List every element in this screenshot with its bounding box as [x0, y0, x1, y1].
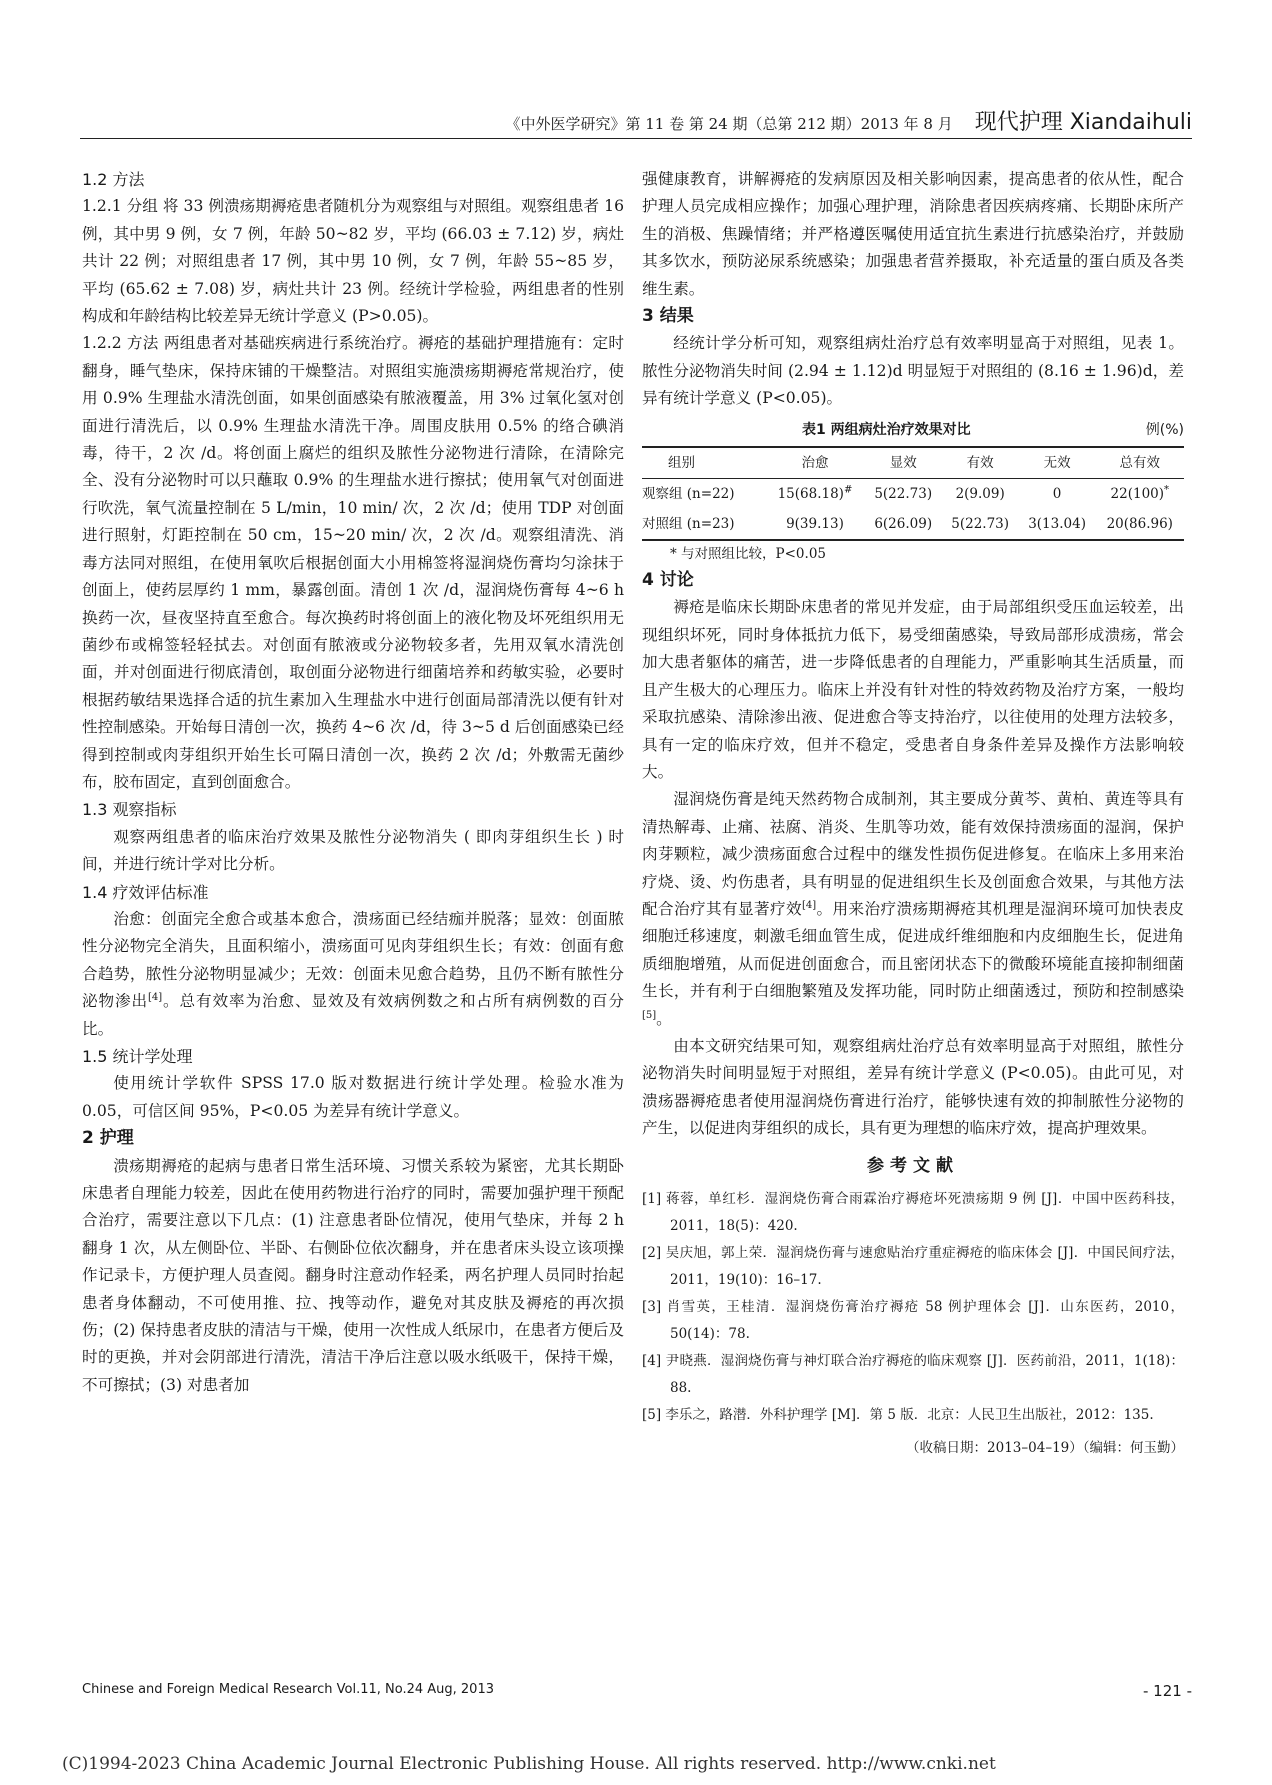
para-4-3: 由本文研究结果可知，观察组病灶治疗总有效率明显高于对照组，脓性分泌物消失时间明显短于对照组，差异有统计学意义 (P<0.05)。由此可见，对溃疡器褥疮患者使用湿润烧伤膏进行治疗，能够快速有效的抑制脓性分泌物的产生，以促进肉芽组织的成长，具有更为理想的临床疗效，提高护理效果。 [642, 1036, 1184, 1138]
heading-1-2: 1.2 方法 [82, 170, 145, 189]
table-note: * 与对照组比较，P<0.05 [670, 546, 826, 563]
table-cell: 5(22.73) [942, 509, 1019, 540]
heading-1-3: 1.3 观察指标 [82, 800, 177, 820]
para-2-cont: 强健康教育，讲解褥疮的发病原因及相关影响因素，提高患者的依从性，配合护理人员完成相应操作；加强心理护理，消除患者因疾病疼痛、长期卧床所产生的消极、焦躁情绪；并严格遵医嘱使用适宜抗生素进行抗感染治疗，并鼓励其多饮水，预防泌尿系统感染；加强患者营养摄取，补充适量的蛋白质及各类维生素。 [642, 170, 1184, 298]
para-3: 经统计学分析可知，观察组病灶治疗总有效率明显高于对照组，见表 1。脓性分泌物消失时间 (2.94 ± 1.12)d 明显短于对照组的 (8.16 ± 1.96)d，差异有统计学意义 (P<0.05)。 [642, 334, 1184, 408]
reference-item: [3] 肖雪英，王桂清．湿润烧伤膏治疗褥疮 58 例护理体会 [J]．山东医药，2010，50(14)：78. [642, 1299, 1184, 1342]
sig-mark: * [1164, 484, 1170, 496]
right-column [642, 166, 1184, 1461]
table-title: 表1 两组病灶治疗效果对比 [802, 421, 971, 438]
para-1-5: 使用统计学软件 SPSS 17.0 版对数据进行统计学处理。检验水准为 0.05，可信区间 95%，P<0.05 为差异有统计学意义。 [82, 1074, 624, 1120]
table-cell: 20(86.96) [1096, 509, 1184, 540]
table-cell: 对照组 (n=23) [642, 509, 765, 540]
reference-item: [5] 李乐之，路潜．外科护理学 [M]．第 5 版．北京：人民卫生出版社，2012：135. [642, 1407, 1154, 1423]
journal-citation: 《中外医学研究》第 11 卷 第 24 期（总第 212 期）2013 年 8 月 [505, 115, 953, 133]
citation-5: [5] [642, 1009, 657, 1021]
cell-value: 22(100) [1110, 486, 1165, 503]
sig-mark: # [843, 484, 853, 496]
reference-item: [2] 吴庆旭，郭上荣．湿润烧伤膏与速愈贴治疗重症褥疮的临床体会 [J]．中国民间疗法，2011，19(10)：16–17. [642, 1245, 1184, 1288]
table-row [642, 479, 1184, 510]
heading-3: 3 结果 [642, 306, 694, 327]
table-cell: 观察组 (n=22) [642, 486, 735, 503]
copyright-notice: (C)1994-2023 China Academic Journal Electronic Publishing House. All rights reserved. http://www.cnki.net [62, 1754, 996, 1774]
para-4-2-text-b: 。用来治疗溃疡期褥疮其机理是湿润环境可加快表皮细胞迁移速度，刺激毛细血管生成，促进成纤维细胞和内皮细胞生长，促进角质细胞增殖，从而促进创面愈合，而且密闭状态下的微酸环境能直接抑制细菌生长，并有利于白细胞繁殖及发挥功能，同时防止细菌透过，预防和控制感染 [642, 899, 1184, 1001]
para-1-4-text-b: 。总有效率为治愈、显效及有效病例数之和占所有病例数的百分比。 [82, 992, 624, 1038]
para-4-2-text: 湿润烧伤膏是纯天然药物合成制剂，其主要成分黄芩、黄柏、黄连等具有清热解毒、止痛、祛腐、消炎、生肌等功效，能有效保持溃疡面的湿润，保护肉芽颗粒，减少溃疡面愈合过程中的继发性损伤促进修复。在临床上多用来治疗烧、烫、灼伤患者，具有明显的促进组织生长及创面愈合效果，与其他方法配合治疗其有显著疗效 [642, 790, 1184, 918]
table-caption [642, 417, 1184, 444]
para-4-2 [642, 786, 1184, 1033]
table-cell: 9(39.13) [765, 509, 865, 540]
col-header: 组别 [642, 447, 765, 479]
reference-item: [1] 蒋蓉，单红杉．湿润烧伤膏合雨霖治疗褥疮坏死溃疡期 9 例 [J]．中国中医药科技，2011，18(5)：420. [642, 1191, 1184, 1234]
page-footer [82, 1682, 1192, 1700]
col-header: 有效 [942, 447, 1019, 479]
table-cell [765, 479, 865, 510]
para-1-4-text: 治愈：创面完全愈合或基本愈合，溃疡面已经结痂并脱落；显效：创面脓性分泌物完全消失，且面积缩小，溃疡面可见肉芽组织生长；有效：创面有愈合趋势，脓性分泌物明显减少；无效：创面未见愈合趋势，且仍不断有脓性分泌物渗出 [82, 909, 624, 1011]
table-row [642, 509, 1184, 540]
footer-journal: Chinese and Foreign Medical Research Vol.11, No.24 Aug, 2013 [82, 1682, 494, 1697]
table-unit: 例(%) [1145, 421, 1184, 438]
col-header: 治愈 [765, 447, 865, 479]
received-date: （收稿日期：2013–04–19）（编辑：何玉勤） [906, 1440, 1184, 1456]
results-table [642, 446, 1184, 541]
page-number: - 121 - [1143, 1682, 1192, 1700]
table-cell: 2(9.09) [955, 486, 1005, 503]
running-header [80, 104, 1192, 139]
citation-4: [4] [801, 899, 817, 911]
col-header: 显效 [865, 447, 942, 479]
table-cell: 6(26.09) [865, 509, 942, 540]
heading-4: 4 讨论 [642, 570, 694, 591]
left-column [82, 166, 624, 1399]
reference-item: [4] 尹晓燕．湿润烧伤膏与神灯联合治疗褥疮的临床观察 [J]．医药前沿，2011，1(18)：88. [642, 1353, 1184, 1396]
para-1-2-2: 1.2.2 方法 两组患者对基础疾病进行系统治疗。褥疮的基础护理措施有：定时翻身，睡气垫床，保持床铺的干燥整洁。对照组实施溃疡期褥疮常规治疗，使用 0.9% 生理盐水清洗创面，如果创面感染有脓液覆盖，用 3% 过氧化氢对创面进行清洗后，以 0.9% 生理盐水清洗干净。周围皮肤用 0.5% 的络合碘消毒，待干，2 次 /d。将创面上腐烂的组织及脓性分泌物进行清除，在清除完全、没有分泌物时可以只蘸取 0.9% 的生理盐水进行擦拭；使用氧气对创面进行吹洗，氧气流量控制在 5 L/min，10 min/ 次，2 次 /d；使用 TDP 对创面进行照射，灯距控制在 50 cm，15~20 min/ 次，2 次 /d。观察组清洗、消毒方法同对照组，在使用氧吹后根据创面大小用棉签将湿润烧伤膏均匀涂抹于创面上，使药层厚约 1 mm，暴露创面。清创 1 次 /d，湿润烧伤膏每 4~6 h 换药一次，昼夜坚持直至愈合。每次换药时将创面上的液化物及坏死组织用无菌纱布或棉签轻轻拭去。对创面有脓液或分泌物较多者，先用双氧水清洗创面，并对创面进行彻底清创，取创面分泌物进行细菌培养和药敏实验，必要时根据药敏结果选择合适的抗生素加入生理盐水中进行创面局部清洗以便有针对性控制感染。开始每日清创一次，换药 4~6 次 /d，待 3~5 d 后创面感染已经得到控制或肉芽组织开始生长可隔日清创一次，换药 2 次 /d；外敷需无菌纱布，胶布固定，直到创面愈合。 [82, 334, 624, 791]
heading-1-5: 1.5 统计学处理 [82, 1047, 193, 1066]
col-header: 总有效 [1096, 447, 1184, 479]
references-heading: 参考文献 [867, 1155, 959, 1176]
para-1-3: 观察两组患者的临床治疗效果及脓性分泌物消失 ( 即肉芽组织生长 ) 时间，并进行统计学对比分析。 [82, 827, 624, 874]
table-cell: 5(22.73) [874, 486, 933, 503]
para-1-2-1: 1.2.1 分组 将 33 例溃疡期褥疮患者随机分为观察组与对照组。观察组患者 16 例，其中男 9 例，女 7 例，年龄 50~82 岁，平均 (66.03 ± 7.12) 岁，病灶共计 22 例；对照组患者 17 例，其中男 10 例，女 7 例，年龄 55~85 岁，平均 (65.62 ± 7.08) 岁，病灶共计 23 例。经统计学检验，两组患者的性别构成和年龄结构比较差异无统计学意义 (P>0.05)。 [82, 197, 624, 326]
para-2: 溃疡期褥疮的起病与患者日常生活环境、习惯关系较为紧密，尤其长期卧床患者自理能力较差，因此在使用药物进行治疗的同时，需要加强护理干预配合治疗，需要注意以下几点：(1) 注意患者卧位情况，使用气垫床，并每 2 h 翻身 1 次，从左侧卧位、半卧、右侧卧位依次翻身，并在患者床头设立该项操作记录卡，方便护理人员查阅。翻身时注意动作轻柔，两名护理人员同时抬起患者身体翻动，不可使用推、拉、拽等动作，避免对其皮肤及褥疮的再次损伤；(2) 保持患者皮肤的清洁与干燥，使用一次性成人纸尿巾，在患者方便后及时的更换，并对会阴部进行清洗，清洁干净后注意以吸水纸吸干，保持干燥，不可擦拭；(3) 对患者加 [82, 1156, 624, 1394]
section-brand: 现代护理 Xiandaihuli [974, 110, 1192, 135]
para-1-4 [82, 906, 624, 1043]
col-header: 无效 [1019, 447, 1096, 479]
table-cell: 3(13.04) [1019, 509, 1096, 540]
table-header-row [642, 447, 1184, 479]
para-4-2-text-c: 。 [656, 1009, 672, 1028]
citation-4: [4] [147, 992, 163, 1003]
heading-1-4: 1.4 疗效评估标准 [82, 882, 209, 902]
cell-value: 15(68.18) [777, 486, 844, 503]
table-cell: 0 [1052, 486, 1062, 503]
para-4-1: 褥疮是临床长期卧床患者的常见并发症，由于局部组织受压血运较差，出现组织坏死，同时身体抵抗力低下，易受细菌感染，导致局部形成溃疡，常会加大患者躯体的痛苦，进一步降低患者的自理能力，严重影响其生活质量，而且产生极大的心理压力。临床上并没有针对性的特效药物及治疗方案，一般均采取抗感染、清除渗出液、促进愈合等支持治疗，以往使用的处理方法较多，具有一定的临床疗效，但并不稳定，受患者自身条件差异及操作方法影响较大。 [642, 598, 1184, 781]
heading-2: 2 护理 [82, 1128, 134, 1149]
table-cell [1096, 479, 1184, 510]
